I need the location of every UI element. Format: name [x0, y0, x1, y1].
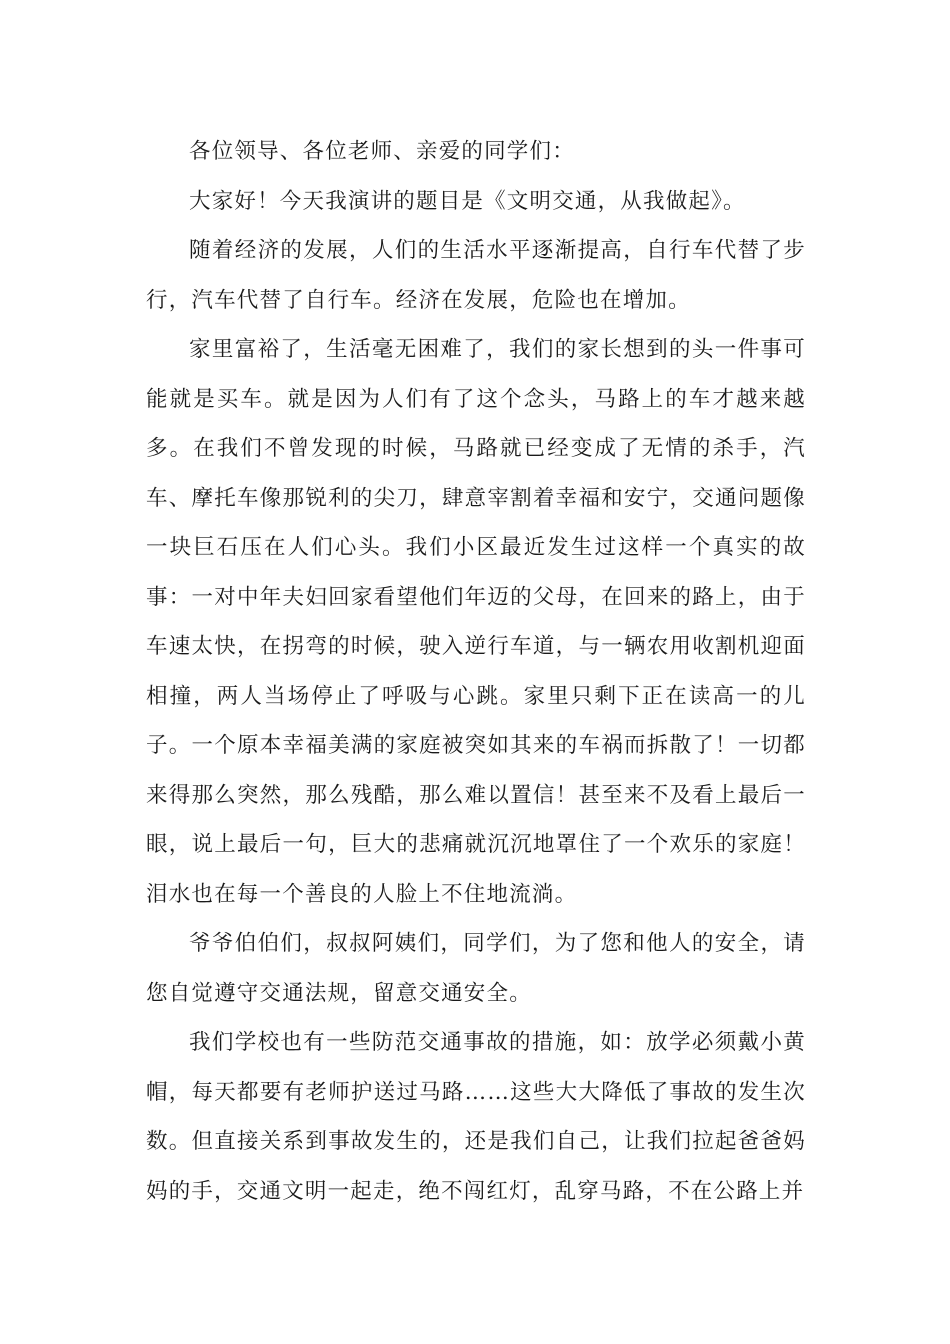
- body-paragraph-1: 随着经济的发展，人们的生活水平逐渐提高，自行车代替了步行，汽车代替了自行车。经济在发展，危险也在增加。: [146, 238, 806, 313]
- salutation-paragraph: 各位领导、各位老师、亲爱的同学们：: [189, 139, 575, 164]
- body-paragraph-3: 爷爷伯伯们，叔叔阿姨们，同学们，为了您和他人的安全，请您自觉遵守交通法规，留意交通安全。: [146, 931, 806, 1006]
- body-paragraph-4: 我们学校也有一些防范交通事故的措施，如：放学必须戴小黄帽，每天都要有老师护送过马路……这些大大降低了事故的发生次数。但直接关系到事故发生的，还是我们自己，让我们拉起爸爸妈妈的手，交通文明一起走，绝不闯红灯，乱穿马路，不在公路上并: [146, 1030, 806, 1204]
- body-paragraph-2: 家里富裕了，生活毫无困难了，我们的家长想到的头一件事可能就是买车。就是因为人们有了这个念头，马路上的车才越来越多。在我们不曾发现的时候，马路就已经变成了无情的杀手，汽车、摩托车像那锐利的尖刀，肆意宰割着幸福和安宁，交通问题像一块巨石压在人们心头。我们小区最近发生过这样一个真实的故事：一对中年夫妇回家看望他们年迈的父母，在回来的路上，由于车速太快，在拐弯的时候，驶入逆行车道，与一辆农用收割机迎面相撞，两人当场停止了呼吸与心跳。家里只剩下正在读高一的儿子。一个原本幸福美满的家庭被突如其来的车祸而拆散了！一切都来得那么突然，那么残酷，那么难以置信！甚至来不及看上最后一眼，说上最后一句，巨大的悲痛就沉沉地罩住了一个欢乐的家庭！泪水也在每一个善良的人脸上不住地流淌。: [146, 337, 806, 907]
- speech-text: [146, 127, 806, 1216]
- greeting-paragraph: 大家好！今天我演讲的题目是《文明交通，从我做起》。: [189, 188, 746, 214]
